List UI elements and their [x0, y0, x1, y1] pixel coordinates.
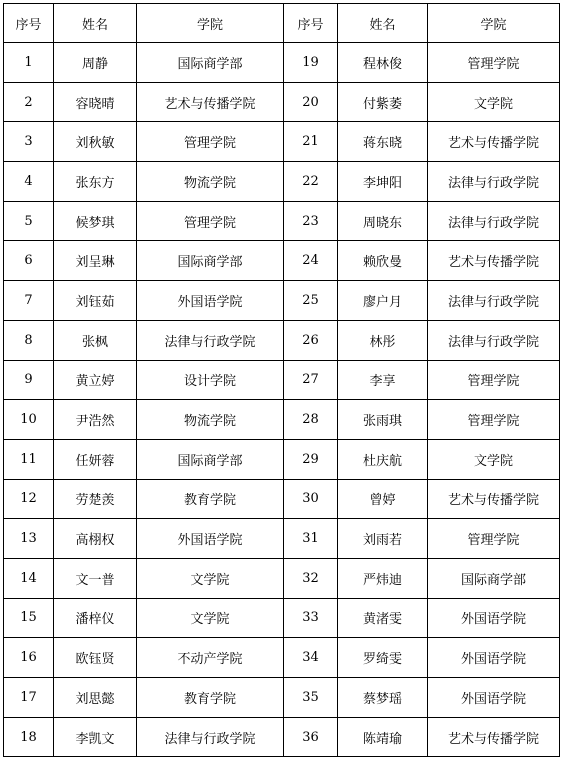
cell-college-left: 外国语学院: [137, 281, 284, 321]
cell-index-left: 18: [4, 717, 54, 757]
cell-college-right: 艺术与传播学院: [428, 122, 560, 162]
cell-index-left: 13: [4, 519, 54, 559]
cell-index-left: 11: [4, 439, 54, 479]
cell-name-right: 蔡梦瑶: [338, 678, 428, 718]
cell-college-left: 物流学院: [137, 400, 284, 440]
table-row: [4, 241, 560, 281]
table-row: [4, 82, 560, 122]
cell-index-right: 36: [284, 717, 338, 757]
table-body: [4, 43, 560, 757]
cell-name-right: 付紫萎: [338, 82, 428, 122]
table-row: [4, 201, 560, 241]
cell-index-right: 28: [284, 400, 338, 440]
cell-college-right: 外国语学院: [428, 638, 560, 678]
cell-index-right: 24: [284, 241, 338, 281]
cell-college-right: 艺术与传播学院: [428, 717, 560, 757]
cell-name-right: 赖欣曼: [338, 241, 428, 281]
cell-college-right: 文学院: [428, 82, 560, 122]
cell-name-right: 严炜迪: [338, 558, 428, 598]
cell-index-right: 20: [284, 82, 338, 122]
cell-name-right: 周晓东: [338, 201, 428, 241]
cell-index-left: 14: [4, 558, 54, 598]
header-index-left: 序号: [4, 4, 54, 43]
cell-name-right: 黄渚雯: [338, 598, 428, 638]
cell-index-right: 27: [284, 360, 338, 400]
cell-index-left: 2: [4, 82, 54, 122]
cell-college-right: 管理学院: [428, 360, 560, 400]
cell-name-left: 容晓晴: [54, 82, 137, 122]
cell-college-left: 教育学院: [137, 479, 284, 519]
cell-college-right: 法律与行政学院: [428, 320, 560, 360]
table-row: [4, 519, 560, 559]
cell-name-left: 刘思懿: [54, 678, 137, 718]
table-row: [4, 400, 560, 440]
table-row: [4, 439, 560, 479]
cell-name-right: 陈靖瑜: [338, 717, 428, 757]
cell-name-right: 程林俊: [338, 43, 428, 83]
cell-college-right: 外国语学院: [428, 678, 560, 718]
cell-college-right: 文学院: [428, 439, 560, 479]
cell-index-right: 31: [284, 519, 338, 559]
table-row: [4, 43, 560, 83]
cell-index-left: 4: [4, 162, 54, 202]
cell-college-left: 管理学院: [137, 122, 284, 162]
table-row: [4, 162, 560, 202]
cell-college-left: 文学院: [137, 598, 284, 638]
cell-name-right: 杜庆航: [338, 439, 428, 479]
cell-name-left: 张东方: [54, 162, 137, 202]
cell-index-right: 33: [284, 598, 338, 638]
cell-name-left: 刘钰茹: [54, 281, 137, 321]
cell-name-right: 廖户月: [338, 281, 428, 321]
cell-name-left: 文一普: [54, 558, 137, 598]
cell-name-left: 李凯文: [54, 717, 137, 757]
cell-index-left: 10: [4, 400, 54, 440]
cell-index-left: 6: [4, 241, 54, 281]
cell-index-left: 8: [4, 320, 54, 360]
header-college-right: 学院: [428, 4, 560, 43]
cell-name-left: 尹浩然: [54, 400, 137, 440]
table-row: [4, 320, 560, 360]
cell-college-left: 外国语学院: [137, 519, 284, 559]
cell-index-right: 26: [284, 320, 338, 360]
cell-index-left: 12: [4, 479, 54, 519]
table-row: [4, 558, 560, 598]
cell-index-right: 19: [284, 43, 338, 83]
cell-index-right: 22: [284, 162, 338, 202]
cell-college-left: 国际商学部: [137, 439, 284, 479]
cell-college-right: 艺术与传播学院: [428, 479, 560, 519]
cell-name-right: 李享: [338, 360, 428, 400]
cell-name-left: 高栩权: [54, 519, 137, 559]
cell-name-right: 张雨琪: [338, 400, 428, 440]
cell-index-left: 5: [4, 201, 54, 241]
header-row: [4, 4, 560, 43]
cell-name-right: 蒋东晓: [338, 122, 428, 162]
cell-college-left: 不动产学院: [137, 638, 284, 678]
cell-index-left: 17: [4, 678, 54, 718]
cell-college-right: 法律与行政学院: [428, 201, 560, 241]
cell-name-right: 刘雨若: [338, 519, 428, 559]
cell-index-right: 29: [284, 439, 338, 479]
cell-name-left: 潘梓仪: [54, 598, 137, 638]
cell-index-right: 35: [284, 678, 338, 718]
table-header: [4, 4, 560, 43]
cell-name-right: 李坤阳: [338, 162, 428, 202]
table-row: [4, 479, 560, 519]
cell-index-left: 9: [4, 360, 54, 400]
cell-name-left: 刘呈琳: [54, 241, 137, 281]
table-row: [4, 717, 560, 757]
cell-college-left: 艺术与传播学院: [137, 82, 284, 122]
table-row: [4, 678, 560, 718]
cell-college-left: 国际商学部: [137, 241, 284, 281]
cell-index-left: 7: [4, 281, 54, 321]
cell-name-right: 罗绮雯: [338, 638, 428, 678]
header-college-left: 学院: [137, 4, 284, 43]
cell-college-left: 文学院: [137, 558, 284, 598]
cell-index-right: 30: [284, 479, 338, 519]
cell-college-right: 艺术与传播学院: [428, 241, 560, 281]
cell-college-left: 物流学院: [137, 162, 284, 202]
cell-index-left: 15: [4, 598, 54, 638]
cell-index-right: 25: [284, 281, 338, 321]
cell-index-left: 3: [4, 122, 54, 162]
cell-college-left: 国际商学部: [137, 43, 284, 83]
cell-college-left: 法律与行政学院: [137, 717, 284, 757]
table-row: [4, 122, 560, 162]
cell-name-left: 欧钰贤: [54, 638, 137, 678]
student-table: [3, 3, 560, 757]
cell-name-left: 刘秋敏: [54, 122, 137, 162]
header-name-left: 姓名: [54, 4, 137, 43]
cell-college-left: 设计学院: [137, 360, 284, 400]
cell-college-right: 管理学院: [428, 43, 560, 83]
table-row: [4, 638, 560, 678]
header-name-right: 姓名: [338, 4, 428, 43]
table-row: [4, 281, 560, 321]
cell-name-left: 任妍蓉: [54, 439, 137, 479]
cell-name-right: 林彤: [338, 320, 428, 360]
cell-name-left: 张枫: [54, 320, 137, 360]
cell-college-right: 法律与行政学院: [428, 281, 560, 321]
cell-index-left: 1: [4, 43, 54, 83]
cell-college-right: 管理学院: [428, 400, 560, 440]
cell-name-right: 曾婷: [338, 479, 428, 519]
cell-name-left: 周静: [54, 43, 137, 83]
cell-college-left: 教育学院: [137, 678, 284, 718]
cell-college-left: 管理学院: [137, 201, 284, 241]
table-row: [4, 598, 560, 638]
cell-name-left: 黄立婷: [54, 360, 137, 400]
cell-college-right: 外国语学院: [428, 598, 560, 638]
cell-index-right: 34: [284, 638, 338, 678]
cell-index-right: 23: [284, 201, 338, 241]
cell-name-left: 劳楚羡: [54, 479, 137, 519]
cell-college-right: 法律与行政学院: [428, 162, 560, 202]
header-index-right: 序号: [284, 4, 338, 43]
cell-index-right: 32: [284, 558, 338, 598]
cell-college-left: 法律与行政学院: [137, 320, 284, 360]
cell-index-left: 16: [4, 638, 54, 678]
cell-college-right: 管理学院: [428, 519, 560, 559]
cell-name-left: 候梦琪: [54, 201, 137, 241]
cell-index-right: 21: [284, 122, 338, 162]
cell-college-right: 国际商学部: [428, 558, 560, 598]
table-row: [4, 360, 560, 400]
